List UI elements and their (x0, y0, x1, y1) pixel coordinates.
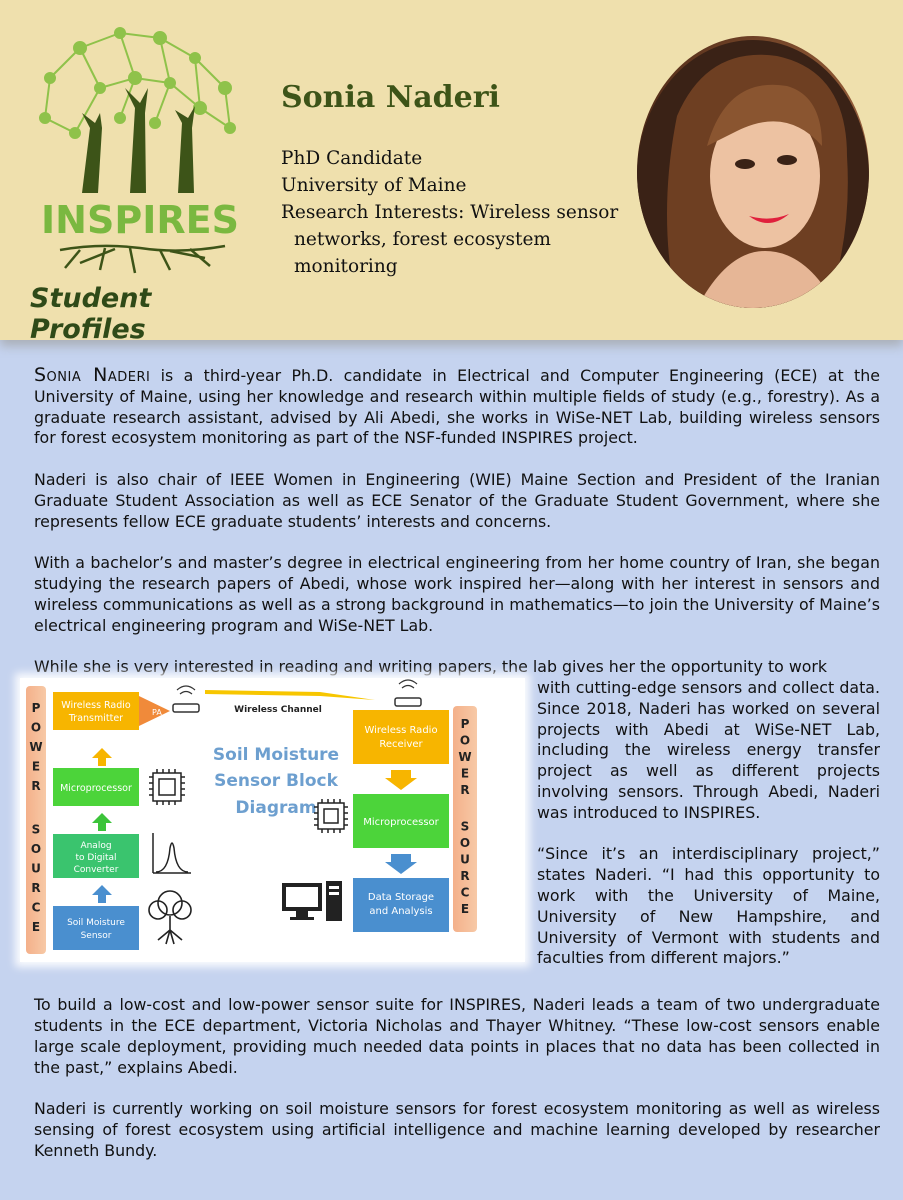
paragraph (34, 657, 880, 678)
power-source-letter: R (460, 868, 470, 883)
info-line: University of Maine (281, 175, 467, 196)
pa-label: PA (152, 707, 162, 717)
antenna-icon (395, 698, 421, 706)
sensor-label: Soil Moisture (67, 917, 125, 928)
wireless-channel-beam (205, 690, 375, 700)
article-body (29, 364, 880, 1182)
student-name: Sonia Naderi (281, 80, 500, 115)
storage-label: and Analysis (369, 905, 433, 917)
power-source-letter: W (458, 749, 472, 764)
power-source-letter: E (460, 766, 470, 781)
transmitter-label: Transmitter (68, 712, 124, 724)
paragraph: “Since it’s an interdisciplinary project,” states Naderi. “I had this opportunity to work with the University of Maine, University of New Hampshire, and University of Vermont with students and faculties from different majors.” (537, 844, 880, 968)
channel-label: Wireless Channel (234, 704, 322, 715)
sensor-label: Sensor (80, 930, 112, 941)
power-source-letter: U (31, 861, 41, 876)
student-portrait (637, 36, 869, 308)
power-source-letter: C (31, 900, 41, 915)
arrow-up-icon (92, 748, 112, 766)
antenna-icon (173, 704, 199, 712)
power-source-letter: R (31, 880, 41, 895)
paragraph: With a bachelor’s and master’s degree in electrical engineering from her home country of Iran, she began studying the research papers of Abedi, whose work inspired her—along with her interest in sensors and wireless communications as well as a strong background in mathematics—to join the University of Maine’s electrical engineering program and WiSe-NET Lab. (34, 553, 880, 635)
adc-label: to Digital (75, 852, 117, 863)
tree-roots-icon (149, 891, 191, 944)
arrow-down-icon (385, 770, 417, 790)
transmitter-label: Wireless Radio (61, 699, 131, 711)
info-line: monitoring (294, 256, 398, 277)
power-source-letter: E (31, 759, 41, 774)
microprocessor-label: Microprocessor (363, 816, 439, 828)
data-storage-block (353, 878, 449, 932)
logo-subtitle: Student Profiles (30, 283, 152, 345)
chip-icon (314, 799, 348, 833)
info-line: networks, forest ecosystem (294, 229, 551, 250)
power-source-letter: E (31, 919, 41, 934)
power-source-letter: C (460, 885, 470, 900)
adc-label: Analog (80, 840, 112, 851)
power-source-letter: O (459, 835, 471, 850)
lead-name: Sonia Naderi (34, 364, 151, 386)
power-source-letter: O (30, 841, 42, 856)
profile-header (0, 0, 903, 345)
diagram-title-line: Sensor Block (214, 770, 338, 791)
chip-icon (149, 769, 185, 805)
soil-sensor-block (53, 906, 139, 950)
receiver-block (353, 710, 449, 764)
paragraph: Naderi is currently working on soil moisture sensors for forest ecosystem monitoring as well as wireless sensing of forest ecosystem using artificial intelligence and machine learning developed by researcher Kenneth Bundy. (34, 1099, 880, 1160)
receiver-label: Wireless Radio (364, 724, 438, 736)
paragraph-text: While she is very interested in reading and writing papers, the lab gives her the opportunity to work (34, 657, 828, 677)
info-line: PhD Candidate (281, 148, 423, 169)
power-source-letter: S (31, 822, 41, 837)
paragraph: To build a low-cost and low-power sensor suite for INSPIRES, Naderi leads a team of two undergraduate students in the ECE department, Victoria Nicholas and Thayer Whitney. “These low-cost sensors enable large scale deployment, providing much needed data points in places that no data has been collected in the past,” explains Abedi. (34, 995, 880, 1077)
arrow-down-icon (385, 854, 417, 874)
power-source-letter: W (29, 739, 43, 754)
transmitter-block (53, 692, 139, 730)
power-source-letter: E (460, 901, 470, 916)
power-source-letter: P (460, 716, 470, 731)
logo-wordmark: INSPIRES (41, 198, 239, 242)
paragraph-text: is a third-year Ph.D. candidate in Electrical and Computer Engineering (ECE) at the University of Maine, using her knowledge and research within multiple fields of study (e.g., forestry). As a graduate research assistant, advised by Ali Abedi, she works in WiSe-NET Lab, building wireless sensors for forest ecosystem monitoring as part of the NSF-funded INSPIRES project. (34, 366, 880, 448)
storage-label: Data Storage (367, 891, 435, 903)
inspires-logo (20, 18, 260, 278)
diagram-title (213, 745, 339, 818)
diagram-title-line: Soil Moisture (212, 744, 340, 765)
info-line: Research Interests: Wireless sensor (281, 202, 619, 223)
power-source-letter: R (31, 778, 41, 793)
power-source-letter: P (31, 700, 41, 715)
power-source-letter: O (30, 720, 42, 735)
student-info (281, 145, 626, 280)
computer-icon (282, 881, 342, 921)
microprocessor-label: Microprocessor (60, 782, 132, 794)
receiver-label: Receiver (379, 738, 423, 750)
arrow-up-icon (92, 813, 112, 831)
paragraph (34, 365, 880, 449)
power-source-letter: S (460, 819, 470, 834)
diagram-title-line: Diagram (235, 797, 317, 818)
bell-curve-icon (153, 833, 191, 873)
power-source-letter: R (460, 782, 470, 797)
paragraph: Naderi is also chair of IEEE Women in Engineering (WIE) Maine Section and President of the Iranian Graduate Student Association as well as ECE Senator of the Graduate Student Government, where she represents fellow ECE graduate students’ interests and concerns. (34, 469, 880, 531)
arrow-up-icon (92, 885, 112, 903)
paragraph: with cutting-edge sensors and collect data. Since 2018, Naderi has worked on several projects with Abedi at WiSe-NET Lab, including the wireless energy transfer project as well as different projects involving sensors. Through Abedi, Naderi was introduced to INSPIRES. (537, 677, 880, 822)
sensor-block-diagram (20, 678, 525, 962)
power-source-letter: U (460, 852, 470, 867)
adc-label: Converter (73, 864, 119, 875)
power-source-letter: O (459, 733, 471, 748)
